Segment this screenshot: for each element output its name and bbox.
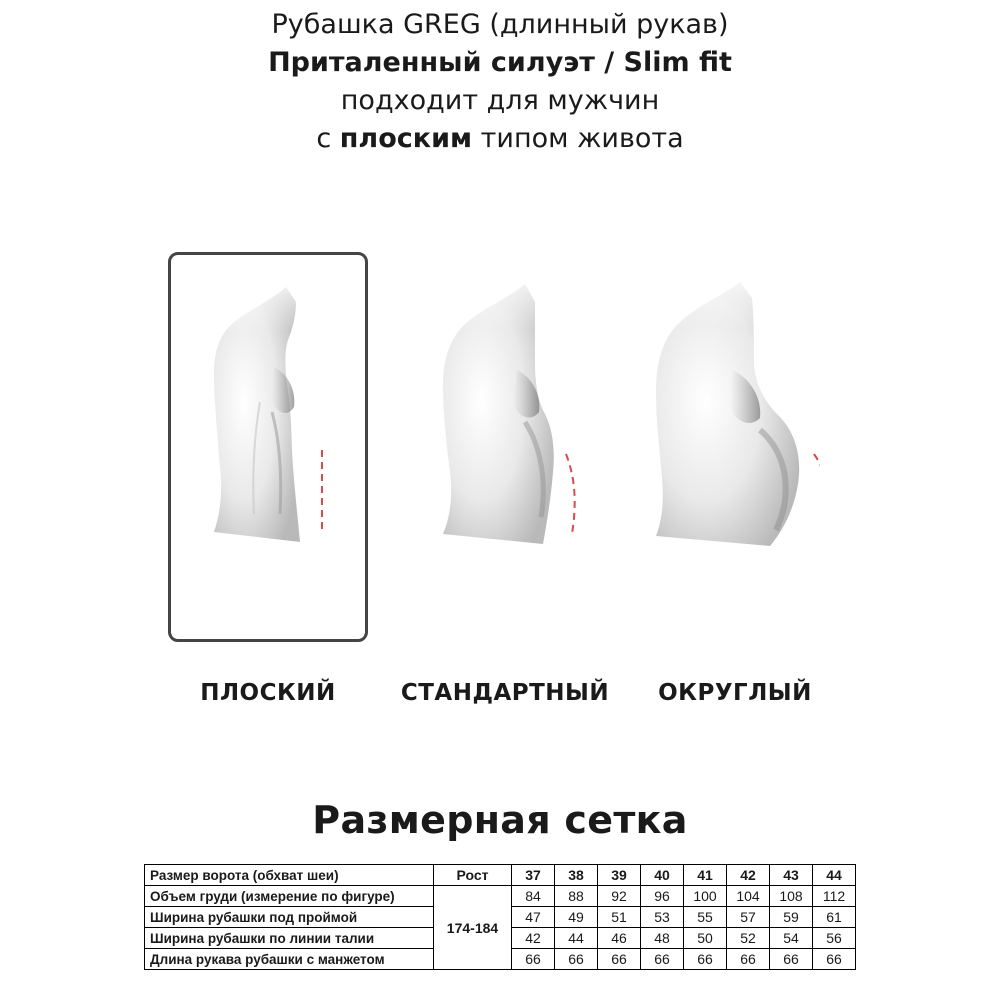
size-38: 38: [555, 865, 598, 886]
row-label-chest: Объем груди (измерение по фигуре): [145, 886, 434, 907]
size-41: 41: [684, 865, 727, 886]
body-type-label-flat: ПЛОСКИЙ: [200, 680, 336, 706]
collar-size-header: Размер ворота (обхват шеи): [145, 865, 434, 886]
table-cell: 96: [641, 886, 684, 907]
table-cell: 84: [512, 886, 555, 907]
body-silhouette-round[interactable]: [620, 252, 820, 642]
fit-description-belly: с плоским типом живота: [316, 123, 684, 154]
table-cell: 92: [598, 886, 641, 907]
table-cell: 46: [598, 928, 641, 949]
fit-description: подходит для мужчин: [340, 85, 660, 116]
size-chart-title: Размерная сетка: [312, 798, 688, 842]
table-cell: 66: [770, 949, 813, 970]
table-cell: 49: [555, 907, 598, 928]
product-name: Рубашка GREG (длинный рукав): [271, 9, 729, 40]
table-cell: 112: [813, 886, 856, 907]
table-cell: 56: [813, 928, 856, 949]
height-header: Рост: [434, 865, 512, 886]
table-cell: 47: [512, 907, 555, 928]
size-37: 37: [512, 865, 555, 886]
size-42: 42: [727, 865, 770, 886]
table-cell: 42: [512, 928, 555, 949]
body-type-label-round: ОКРУГЛЫЙ: [658, 680, 812, 706]
height-value: 174-184: [434, 886, 512, 970]
table-cell: 66: [555, 949, 598, 970]
table-cell: 66: [598, 949, 641, 970]
table-cell: 50: [684, 928, 727, 949]
size-chart-table: [144, 864, 856, 970]
table-cell: 48: [641, 928, 684, 949]
table-cell: 51: [598, 907, 641, 928]
size-44: 44: [813, 865, 856, 886]
table-cell: 54: [770, 928, 813, 949]
size-39: 39: [598, 865, 641, 886]
table-cell: 66: [684, 949, 727, 970]
table-cell: 61: [813, 907, 856, 928]
row-label-sleeve-length: Длина рукава рубашки с манжетом: [145, 949, 434, 970]
body-type-label-standard: СТАНДАРТНЫЙ: [400, 680, 610, 706]
belly-type-emphasis: плоским: [339, 123, 473, 154]
product-header: [0, 6, 1000, 158]
body-silhouette-standard[interactable]: [395, 252, 595, 642]
table-cell: 52: [727, 928, 770, 949]
table-cell: 66: [641, 949, 684, 970]
table-cell: 88: [555, 886, 598, 907]
size-40: 40: [641, 865, 684, 886]
table-cell: 66: [727, 949, 770, 970]
table-cell: 100: [684, 886, 727, 907]
table-cell: 59: [770, 907, 813, 928]
table-cell: 104: [727, 886, 770, 907]
row-label-waist-width: Ширина рубашки по линии талии: [145, 928, 434, 949]
table-cell: 55: [684, 907, 727, 928]
size-header-row: [145, 865, 856, 886]
table-cell: 53: [641, 907, 684, 928]
size-43: 43: [770, 865, 813, 886]
table-cell: 66: [813, 949, 856, 970]
table-cell: 66: [512, 949, 555, 970]
table-cell: 57: [727, 907, 770, 928]
chest-row: [145, 886, 856, 907]
row-label-armhole-width: Ширина рубашки под проймой: [145, 907, 434, 928]
body-silhouette-flat[interactable]: [168, 252, 368, 642]
table-cell: 44: [555, 928, 598, 949]
fit-type: Приталенный силуэт / Slim fit: [268, 47, 732, 78]
table-cell: 108: [770, 886, 813, 907]
